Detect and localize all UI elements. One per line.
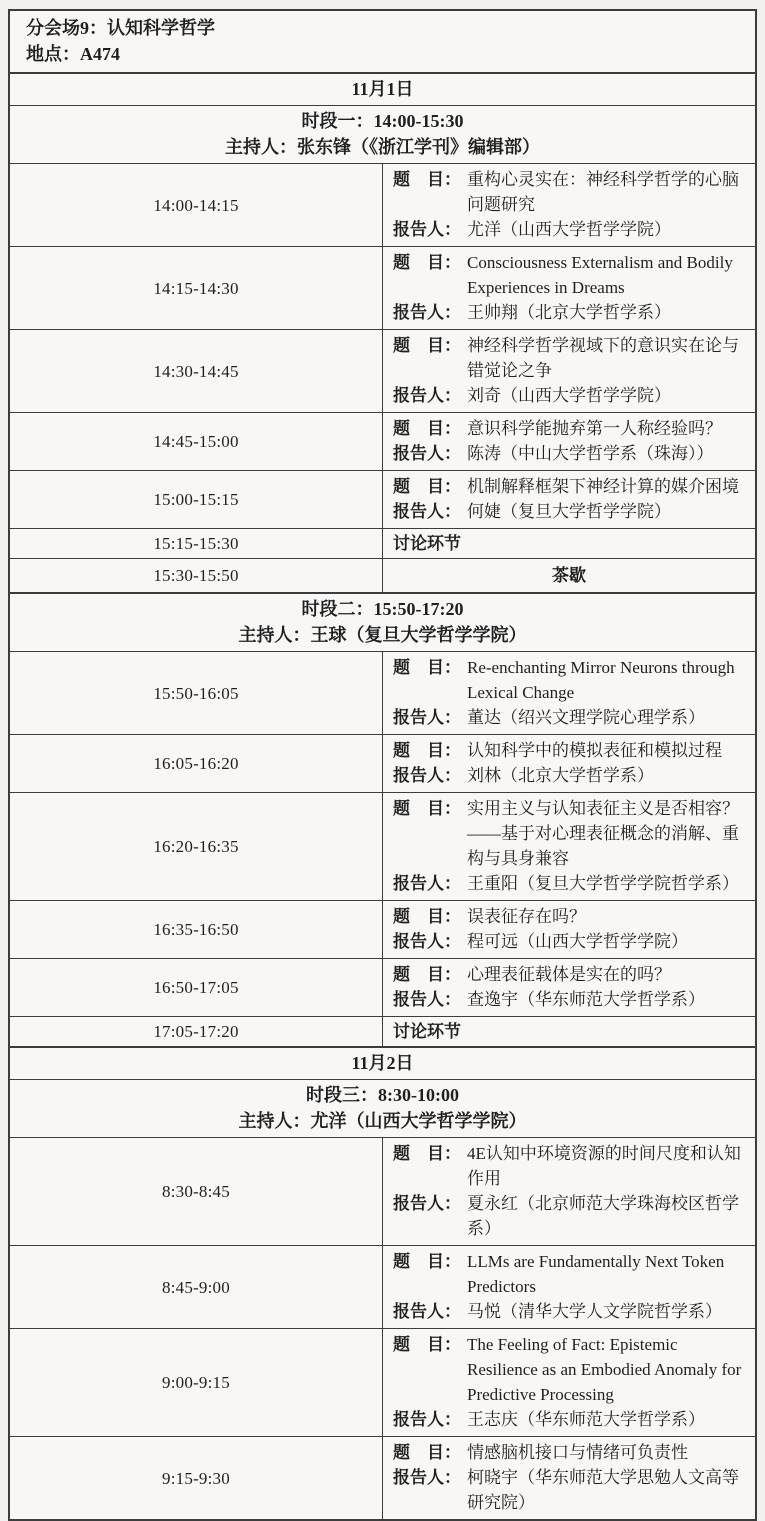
time-cell: 14:30-14:45 (9, 330, 383, 413)
talk-speaker-line (393, 300, 745, 325)
talk-title: 4E认知中环境资源的时间尺度和认知作用 (467, 1144, 741, 1188)
time-cell: 9:15-9:30 (9, 1437, 383, 1521)
talk-cell (383, 652, 757, 735)
talk-cell (383, 247, 757, 330)
talk-title-line (393, 167, 745, 217)
talk-title-line (393, 333, 745, 383)
session-time-header: 时段一：14:00-15:30 (301, 111, 464, 131)
discussion-cell: 讨论环节 (383, 529, 757, 559)
talk-cell (383, 164, 757, 247)
table-row (9, 1080, 756, 1138)
talk-title: 认知科学中的模拟表征和模拟过程 (467, 741, 722, 760)
table-row (9, 73, 756, 106)
speaker-label: 报告人： (393, 303, 461, 322)
talk-speaker: 王帅翔（北京大学哲学系） (467, 303, 671, 322)
talk-title: 情感脑机接口与情绪可负责性 (467, 1443, 688, 1462)
talk-speaker-line (393, 1465, 745, 1515)
table-row (9, 1329, 756, 1437)
talk-speaker: 程可远（山西大学哲学学院） (467, 932, 688, 951)
session-header-cell (9, 593, 756, 652)
talk-speaker-line (393, 1299, 745, 1324)
title-label: 题 目： (393, 477, 461, 496)
time-cell: 16:05-16:20 (9, 735, 383, 793)
table-row (9, 330, 756, 413)
title-label: 题 目： (393, 1335, 461, 1354)
speaker-label: 报告人： (393, 1302, 461, 1321)
time-cell: 15:50-16:05 (9, 652, 383, 735)
session-time-header: 时段三：8:30-10:00 (306, 1085, 459, 1105)
talk-title: The Feeling of Fact: Epistemic Resilience as an Embodied Anomaly for Predictive Processing (467, 1335, 742, 1404)
table-row (9, 959, 756, 1017)
speaker-label: 报告人： (393, 708, 461, 727)
title-label: 题 目： (393, 336, 461, 355)
talk-speaker: 陈涛（中山大学哲学系（珠海）） (467, 444, 714, 463)
talk-cell (383, 793, 757, 901)
time-cell: 17:05-17:20 (9, 1017, 383, 1048)
talk-title-line (393, 416, 745, 441)
talk-title: 意识科学能抛弃第一人称经验吗？ (467, 419, 722, 438)
table-row (9, 413, 756, 471)
talk-speaker: 马悦（清华大学人文学院哲学系） (467, 1302, 722, 1321)
speaker-label: 报告人： (393, 766, 461, 785)
talk-title: 心理表征载体是实在的吗？ (467, 965, 671, 984)
table-row (9, 247, 756, 330)
table-row (9, 10, 756, 73)
talk-speaker-line (393, 987, 745, 1012)
talk-speaker: 王志庆（华东师范大学哲学系） (467, 1410, 705, 1429)
talk-speaker-line (393, 871, 745, 896)
table-row (9, 1138, 756, 1246)
time-cell: 8:30-8:45 (9, 1138, 383, 1246)
speaker-label: 报告人： (393, 386, 461, 405)
talk-speaker-line (393, 1191, 745, 1241)
speaker-label: 报告人： (393, 220, 461, 239)
time-cell: 16:50-17:05 (9, 959, 383, 1017)
speaker-label: 报告人： (393, 1194, 461, 1213)
speaker-label: 报告人： (393, 1410, 461, 1429)
talk-speaker-line (393, 705, 745, 730)
title-label: 题 目： (393, 907, 461, 926)
talk-title-line (393, 738, 745, 763)
talk-title: 重构心灵实在：神经科学哲学的心脑问题研究 (467, 170, 739, 214)
talk-cell (383, 413, 757, 471)
talk-speaker-line (393, 499, 745, 524)
speaker-label: 报告人： (393, 874, 461, 893)
venue-header-cell (9, 10, 756, 73)
talk-speaker: 何婕（复旦大学哲学学院） (467, 502, 671, 521)
date-header: 11月1日 (9, 73, 756, 106)
talk-title-line (393, 1332, 745, 1407)
table-row (9, 593, 756, 652)
talk-speaker: 刘奇（山西大学哲学学院） (467, 386, 671, 405)
table-row (9, 793, 756, 901)
talk-title: 误表征存在吗？ (467, 907, 586, 926)
talk-speaker-line (393, 383, 745, 408)
talk-title-line (393, 655, 745, 705)
table-row (9, 1437, 756, 1521)
time-cell: 14:00-14:15 (9, 164, 383, 247)
time-cell: 16:35-16:50 (9, 901, 383, 959)
title-label: 题 目： (393, 1252, 461, 1271)
table-row (9, 529, 756, 559)
time-cell: 14:45-15:00 (9, 413, 383, 471)
title-label: 题 目： (393, 419, 461, 438)
talk-speaker: 董达（绍兴文理学院心理学系） (467, 708, 705, 727)
talk-title-line (393, 1440, 745, 1465)
title-label: 题 目： (393, 799, 461, 818)
title-label: 题 目： (393, 1144, 461, 1163)
table-row (9, 1017, 756, 1048)
speaker-label: 报告人： (393, 444, 461, 463)
location-label: 地点：A474 (26, 44, 120, 64)
title-label: 题 目： (393, 170, 461, 189)
speaker-label: 报告人： (393, 932, 461, 951)
talk-cell (383, 1246, 757, 1329)
title-label: 题 目： (393, 741, 461, 760)
talk-title: 机制解释框架下神经计算的媒介困境 (467, 477, 739, 496)
talk-title-line (393, 796, 745, 871)
talk-speaker: 夏永红（北京师范大学珠海校区哲学系） (467, 1194, 739, 1238)
talk-title: Consciousness Externalism and Bodily Experiences in Dreams (467, 253, 733, 297)
table-row (9, 735, 756, 793)
talk-speaker: 王重阳（复旦大学哲学学院哲学系） (467, 874, 739, 893)
talk-cell (383, 1138, 757, 1246)
talk-cell (383, 901, 757, 959)
session-schedule-table (8, 9, 757, 1521)
session-header-cell (9, 1080, 756, 1138)
talk-speaker-line (393, 217, 745, 242)
talk-speaker-line (393, 763, 745, 788)
talk-title: 实用主义与认知表征主义是否相容？——基于对心理表征概念的消解、重构与具身兼容 (467, 799, 739, 868)
table-row (9, 471, 756, 529)
talk-title-line (393, 904, 745, 929)
title-label: 题 目： (393, 1443, 461, 1462)
talk-title-line (393, 474, 745, 499)
time-cell: 15:15-15:30 (9, 529, 383, 559)
talk-speaker-line (393, 441, 745, 466)
talk-cell (383, 1329, 757, 1437)
talk-speaker: 刘林（北京大学哲学系） (467, 766, 654, 785)
talk-cell (383, 471, 757, 529)
date-header: 11月2日 (9, 1047, 756, 1080)
title-label: 题 目： (393, 965, 461, 984)
table-row (9, 106, 756, 164)
time-cell: 8:45-9:00 (9, 1246, 383, 1329)
talk-title: LLMs are Fundamentally Next Token Predictors (467, 1252, 725, 1296)
time-cell: 16:20-16:35 (9, 793, 383, 901)
speaker-label: 报告人： (393, 1468, 461, 1487)
discussion-cell: 讨论环节 (383, 1017, 757, 1048)
table-row (9, 164, 756, 247)
session-chair: 主持人：王球（复旦大学哲学学院） (238, 625, 527, 645)
talk-speaker: 尤洋（山西大学哲学学院） (467, 220, 671, 239)
time-cell: 14:15-14:30 (9, 247, 383, 330)
talk-cell (383, 735, 757, 793)
talk-speaker-line (393, 1407, 745, 1432)
speaker-label: 报告人： (393, 502, 461, 521)
table-row (9, 559, 756, 594)
talk-speaker: 查逸宇（华东师范大学哲学系） (467, 990, 705, 1009)
talk-cell (383, 1437, 757, 1521)
talk-speaker: 柯晓宇（华东师范大学思勉人文高等研究院） (467, 1468, 739, 1512)
talk-cell (383, 330, 757, 413)
talk-title: 神经科学哲学视域下的意识实在论与错觉论之争 (467, 336, 739, 380)
session-time-header: 时段二：15:50-17:20 (301, 599, 464, 619)
speaker-label: 报告人： (393, 990, 461, 1009)
session-venue-title: 分会场9：认知科学哲学 (26, 18, 215, 38)
talk-title-line (393, 1249, 745, 1299)
time-cell: 15:30-15:50 (9, 559, 383, 594)
session-header-cell (9, 106, 756, 164)
tea-break-cell: 茶歇 (383, 559, 757, 594)
talk-title: Re-enchanting Mirror Neurons through Lexical Change (467, 658, 735, 702)
table-row (9, 652, 756, 735)
session-chair: 主持人：张东锋（《浙江学刊》编辑部） (225, 137, 540, 157)
table-row (9, 1047, 756, 1080)
title-label: 题 目： (393, 658, 461, 677)
time-cell: 9:00-9:15 (9, 1329, 383, 1437)
title-label: 题 目： (393, 253, 461, 272)
table-row (9, 901, 756, 959)
table-row (9, 1246, 756, 1329)
talk-title-line (393, 962, 745, 987)
talk-speaker-line (393, 929, 745, 954)
talk-title-line (393, 250, 745, 300)
session-chair: 主持人：尤洋（山西大学哲学学院） (238, 1111, 527, 1131)
time-cell: 15:00-15:15 (9, 471, 383, 529)
talk-title-line (393, 1141, 745, 1191)
talk-cell (383, 959, 757, 1017)
